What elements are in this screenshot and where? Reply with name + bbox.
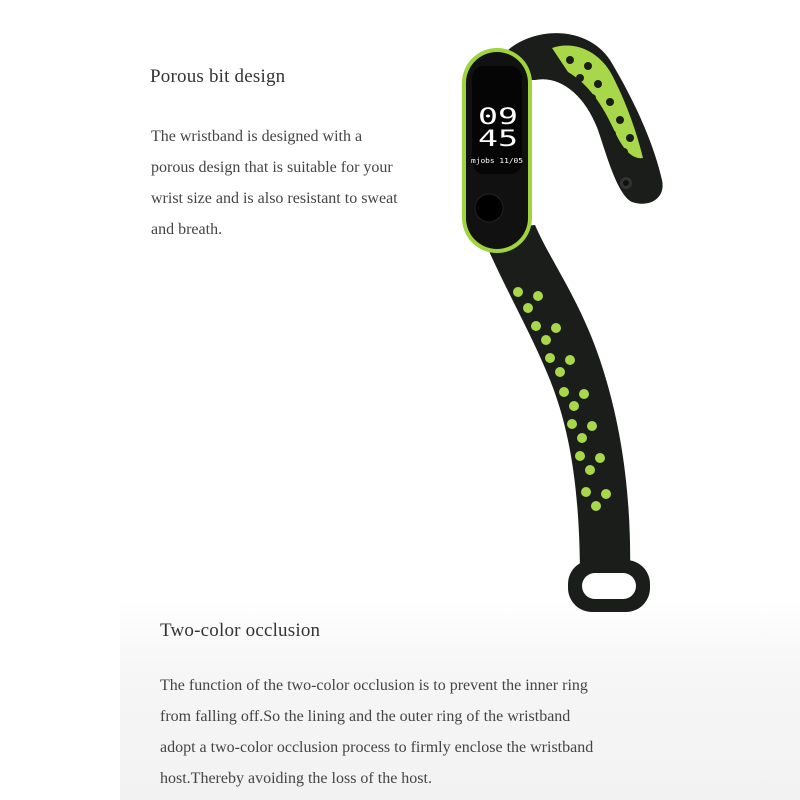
text-line: from falling off.So the lining and the outer ring of the wristband	[160, 708, 571, 725]
section-text-two-color-occlusion	[160, 670, 700, 794]
tracker-touch-button[interactable]	[475, 194, 503, 222]
tracker-time-minute: 45	[478, 127, 518, 152]
text-line: porous design that is suitable for your	[151, 159, 393, 176]
tracker-time-hour: 09	[478, 105, 518, 130]
text-line: adopt a two-color occlusion process to firmly enclose the wristband	[160, 739, 594, 756]
text-line: The function of the two-color occlusion is to prevent the inner ring	[160, 677, 588, 694]
section-text-porous-design	[151, 121, 451, 245]
wristband-illustration	[440, 20, 680, 630]
text-line: The wristband is designed with a	[151, 128, 363, 145]
text-line: host.Thereby avoiding the loss of the host.	[160, 770, 432, 787]
text-line: wrist size and is also resistant to sweat	[151, 190, 398, 207]
strap-lower	[480, 225, 630, 580]
text-line: and breath.	[151, 221, 223, 238]
section-title-two-color-occlusion: Two-color occlusion	[160, 620, 321, 641]
tracker-date-line: mjobs 11/05	[471, 157, 523, 165]
section-title-porous-design: Porous bit design	[150, 66, 286, 87]
